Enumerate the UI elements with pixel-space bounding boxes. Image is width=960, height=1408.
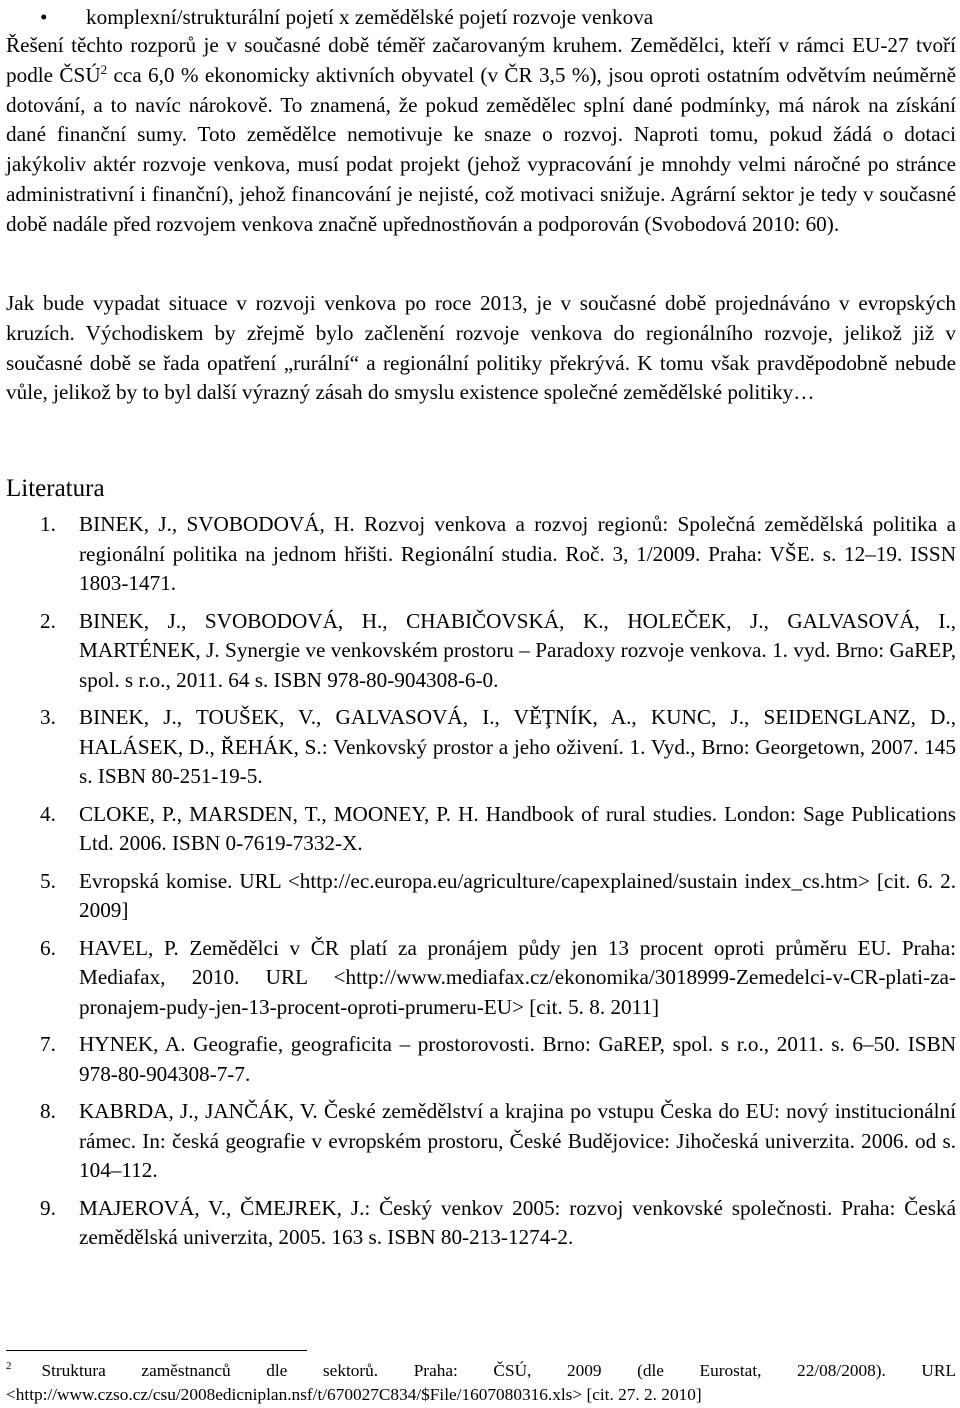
paragraph-1-text-a: Řešení těchto rozporů je v současné době téměř začarovaným kruhem. Zemědělci, kteří v rámci EU-27 tvoří podle ČSÚ <box>6 33 956 87</box>
reference-text: HAVEL, P. Zemědělci v ČR platí za pronájem půdy jen 13 procent oproti průměru EU. Praha: Mediafax, 2010. URL <http://www.mediafax.cz/ekonomika/3018999-Zemedelci-v-CR-plati-za-pronajem-pudy-jen-13-procent-oproti-prumeru-EU> [cit. 5. 8. 2011] <box>79 935 956 1019</box>
reference-text: Evropská komise. URL <http://ec.europa.eu/agriculture/capexplained/sustain index_cs.htm> [cit. 6. 2. 2009] <box>79 868 956 922</box>
reference-list <box>6 510 956 1253</box>
reference-item <box>6 800 956 859</box>
footnote <box>6 1359 956 1407</box>
section-heading-literatura: Literatura <box>6 475 105 502</box>
reference-number: 5. <box>40 868 56 893</box>
reference-item <box>6 510 956 599</box>
reference-item <box>6 1030 956 1089</box>
reference-number: 1. <box>40 512 56 536</box>
reference-item <box>6 867 956 926</box>
footnote-line-1 <box>6 1359 956 1383</box>
reference-text: BINEK, J., TOUŠEK, V., GALVASOVÁ, I., VĚŢNÍK, A., KUNC, J., SEIDENGLANZ, D., HALÁSEK, D., ŘEHÁK, S.: Venkovský prostor a jeho oživení. 1. Vyd., Brno: Georgetown, 2007. 145 s. ISBN 80-251-19-5. <box>79 705 956 788</box>
reference-text: KABRDA, J., JANČÁK, V. České zemědělství a krajina po vstupu Česka do EU: nový institucionální rámec. In: česká geografie v evropském prostoru, České Budějovice: Jihočeská univerzita. 2006. od s. 104–112. <box>79 1099 956 1182</box>
paragraph-1 <box>6 31 956 240</box>
bullet-text: komplexní/strukturální pojetí x zemědělské pojetí rozvoje venkova <box>86 5 654 29</box>
reference-item <box>6 1097 956 1186</box>
footnote-url[interactable]: <http://www.czso.cz/csu/2008edicniplan.nsf/t/670027C834/$File/1607080316.xls> [cit. 27. 2. 2010] <box>6 1385 702 1404</box>
reference-text: CLOKE, P., MARSDEN, T., MOONEY, P. H. Handbook of rural studies. London: Sage Publications Ltd. 2006. ISBN 0-7619-7332-X. <box>79 801 956 855</box>
reference-text: HYNEK, A. Geografie, geograficita – prostorovosti. Brno: GaREP, spol. s r.o., 2011. s. 6–50. ISBN 978-80-904308-7-7. <box>79 1032 956 1086</box>
paragraph-1-text-b: cca 6,0 % ekonomicky aktivních obyvatel (v ČR 3,5 %), jsou oproti ostatním odvětvím neúměrně dotování, a to navíc nárokově. To znamená, že pokud zemědělec splní dané podmínky, má nárok na získání dané finanční sumy. Toto zemědělce nemotivuje ke snaze o rozvoj. Naproti tomu, pokud žádá o dotaci jakýkoliv aktér rozvoje venkova, musí podat projekt (jehož vypracování je mnohdy velmi náročné po stránce administrativní i finanční), jehož financování je nejisté, což motivaci snižuje. Agrární sektor je tedy v současné době nadále před rozvojem venkova značně upřednostňován a podporován (Svobodová 2010: 60). <box>6 62 957 236</box>
reference-item <box>6 934 956 1023</box>
reference-item <box>6 607 956 696</box>
reference-number: 7. <box>40 1032 56 1056</box>
reference-text: BINEK, J., SVOBODOVÁ, H., CHABIČOVSKÁ, K., HOLEČEK, J., GALVASOVÁ, I., MARTÉNEK, J. Synergie ve venkovském prostoru – Paradoxy rozvoje venkova. 1. vyd. Brno: GaREP, spol. s r.o., 2011. 64 s. ISBN 978-80-904308-6-0. <box>79 608 956 692</box>
footnote-separator <box>6 1350 307 1351</box>
paragraph-2: Jak bude vypadat situace v rozvoji venkova po roce 2013, je v současné době projednáváno v evropských kruzích. Východiskem by zřejmě bylo začlenění rozvoje venkova do regionálního rozvoje, jelikož již v současné době se řada opatření „rurální“ a regionální politiky překrývá. K tomu však pravděpodobně nebude vůle, jelikož by to byl další výrazný zásah do smyslu existence společné zemědělské politiky… <box>6 291 956 405</box>
footnote-reference[interactable]: 2 <box>100 61 108 77</box>
reference-text: MAJEROVÁ, V., ČMEJREK, J.: Český venkov 2005: rozvoj venkovské společnosti. Praha: Česká zemědělská univerzita, 2005. 163 s. ISBN 80-213-1274-2. <box>79 1195 956 1249</box>
reference-item <box>6 1194 956 1253</box>
reference-number: 9. <box>40 1195 56 1220</box>
reference-number: 8. <box>40 1099 56 1123</box>
reference-text: BINEK, J., SVOBODOVÁ, H. Rozvoj venkova a rozvoj regionů: Společná zemědělská politika a regionální politika na jednom hřišti. Regionální studia. Roč. 3, 1/2009. Praha: VŠE. s. 12–19. ISSN 1803-1471. <box>79 512 956 595</box>
reference-number: 2. <box>40 608 56 633</box>
footnote-text: Struktura zaměstnanců dle sektorů. Praha: ČSÚ, 2009 (dle Eurostat, 22/08/2008). URL <box>41 1361 956 1380</box>
reference-number: 4. <box>40 801 56 826</box>
footnote-marker: 2 <box>6 1360 12 1373</box>
reference-item <box>6 703 956 792</box>
reference-number: 3. <box>40 705 56 729</box>
bullet-dot-icon: • <box>40 5 48 29</box>
reference-number: 6. <box>40 935 56 960</box>
